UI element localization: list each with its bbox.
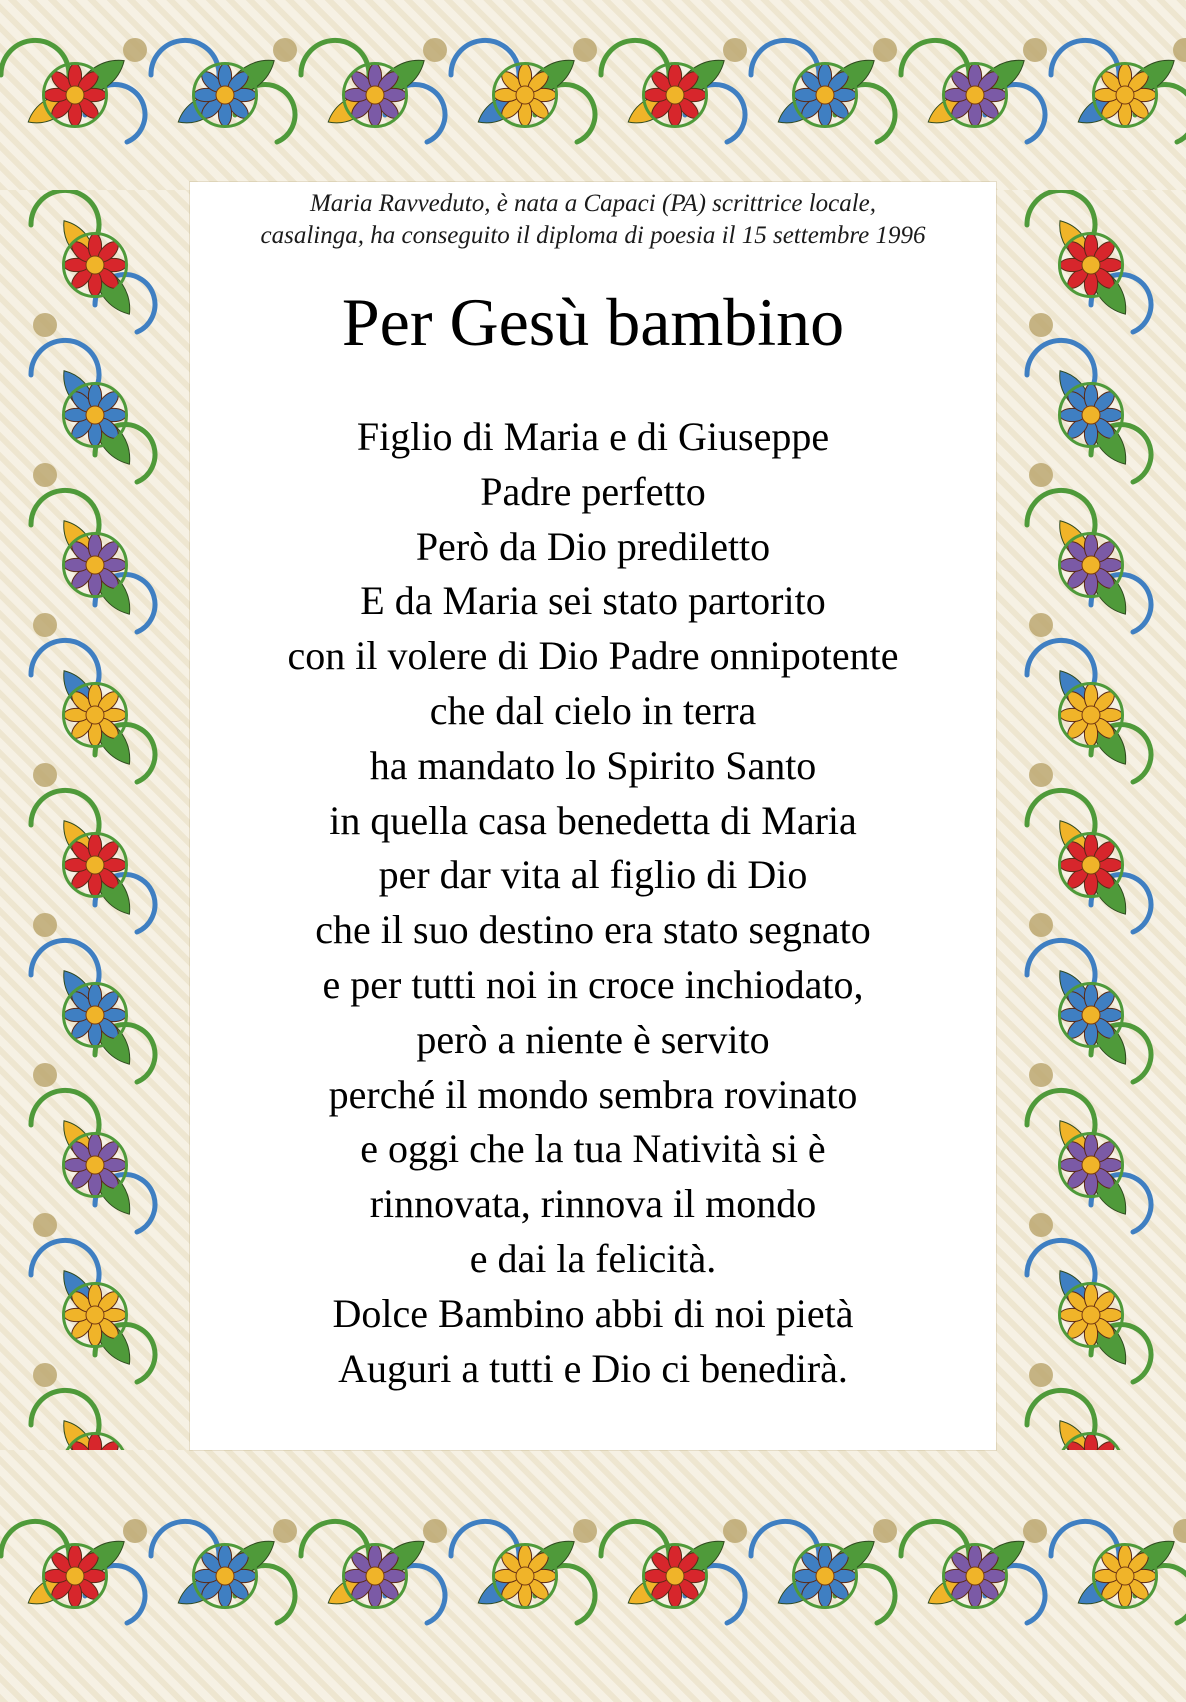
gold-dot-ornament [873,1519,897,1543]
poem-line: e per tutti noi in croce inchiodato, [322,961,864,1007]
flower-ornament [64,984,127,1047]
flower-ornament [1060,234,1123,297]
flower-ornament [194,64,257,127]
floral-border-right-svg [996,190,1186,1450]
poem-line: Però da Dio prediletto [415,523,771,569]
gold-dot-ornament [1029,763,1053,787]
poem-line: e dai la felicità. [469,1235,717,1281]
gold-dot-ornament [33,1213,57,1237]
floral-border-left-svg [0,190,190,1450]
poem-line: che il suo destino era stato segnato [315,907,871,953]
author-note-line-2: casalinga, ha conseguito il diploma di poesia il 15 settembre 1996 [260,222,926,249]
poem-line: Auguri a tutti e Dio ci benedirà. [338,1345,848,1391]
flower-ornament [494,64,557,127]
gold-dot-ornament [273,38,297,62]
gold-dot-ornament [723,1519,747,1543]
gold-dot-ornament [723,38,747,62]
flower-ornament [944,64,1007,127]
gold-dot-ornament [1173,1519,1186,1543]
gold-dot-ornament [573,38,597,62]
flower-ornament [1060,834,1123,897]
flower-ornament [1094,64,1157,127]
flower-ornament [794,64,857,127]
flower-ornament [1060,984,1123,1047]
gold-dot-ornament [1029,1213,1053,1237]
gold-dot-ornament [33,763,57,787]
flower-ornament [794,1545,857,1608]
author-note [190,188,996,252]
poem-line: in quella casa benedetta di Maria [329,797,857,843]
gold-dot-ornament [1029,463,1053,487]
poem-line: e oggi che la tua Natività si è [360,1126,826,1172]
flower-ornament [644,1545,707,1608]
gold-dot-ornament [123,38,147,62]
gold-dot-ornament [273,1519,297,1543]
poem-line: per dar vita al figlio di Dio [378,852,808,898]
gold-dot-ornament [1029,1063,1053,1087]
flower-ornament [344,1545,407,1608]
flower-ornament [44,64,107,127]
flower-ornament [944,1545,1007,1608]
poem-body [190,410,996,1396]
flower-ornament [64,384,127,447]
gold-dot-ornament [33,463,57,487]
poem-line: Dolce Bambino abbi di noi pietà [332,1290,854,1336]
gold-dot-ornament [1023,1519,1047,1543]
gold-dot-ornament [123,1519,147,1543]
gold-dot-ornament [1029,913,1053,937]
author-note-line-1: Maria Ravveduto, è nata a Capaci (PA) scrittrice locale, [309,190,877,217]
poem-line: Figlio di Maria e di Giuseppe [356,414,830,459]
flower-ornament [64,1284,127,1347]
flower-ornament [1060,384,1123,447]
gold-dot-ornament [33,913,57,937]
flower-ornament [1060,1284,1123,1347]
gold-dot-ornament [33,1063,57,1087]
ornamental-border-left [0,190,190,1450]
flower-ornament [64,684,127,747]
poem-line: Padre perfetto [480,468,706,514]
poem-line: con il volere di Dio Padre onnipotente [287,633,899,679]
flower-ornament [194,1545,257,1608]
poem-line: che dal cielo in terra [429,687,757,733]
flower-ornament [494,1545,557,1608]
flower-ornament [64,234,127,297]
gold-dot-ornament [423,1519,447,1543]
poem-title: Per Gesù bambino [341,284,845,360]
ornamental-border-bottom [0,1450,1186,1702]
flower-ornament [1060,534,1123,597]
gold-dot-ornament [573,1519,597,1543]
gold-dot-ornament [423,38,447,62]
ornamental-border-right [996,190,1186,1450]
flower-ornament [1094,1545,1157,1608]
flower-ornament [344,64,407,127]
floral-border-top-svg [0,0,1186,190]
flower-ornament [1060,1134,1123,1197]
ornamental-border-top [0,0,1186,190]
poem-line: ha mandato lo Spirito Santo [369,742,817,788]
flower-ornament [644,64,707,127]
gold-dot-ornament [873,38,897,62]
flower-ornament [64,1134,127,1197]
flower-ornament [1060,684,1123,747]
poem-line: però a niente è servito [416,1016,770,1062]
gold-dot-ornament [33,313,57,337]
flower-ornament [64,834,127,897]
gold-dot-ornament [33,1363,57,1387]
gold-dot-ornament [1173,38,1186,62]
gold-dot-ornament [1029,1363,1053,1387]
floral-border-bottom-svg [0,1450,1186,1702]
gold-dot-ornament [33,613,57,637]
poem-line: E da Maria sei stato partorito [360,578,826,624]
poem-line: perché il mondo sembra rovinato [328,1071,858,1117]
poem-panel [190,182,996,1450]
gold-dot-ornament [1023,38,1047,62]
gold-dot-ornament [1029,613,1053,637]
gold-dot-ornament [1029,313,1053,337]
flower-ornament [64,534,127,597]
poem-line: rinnovata, rinnova il mondo [369,1181,817,1227]
flower-ornament [44,1545,107,1608]
